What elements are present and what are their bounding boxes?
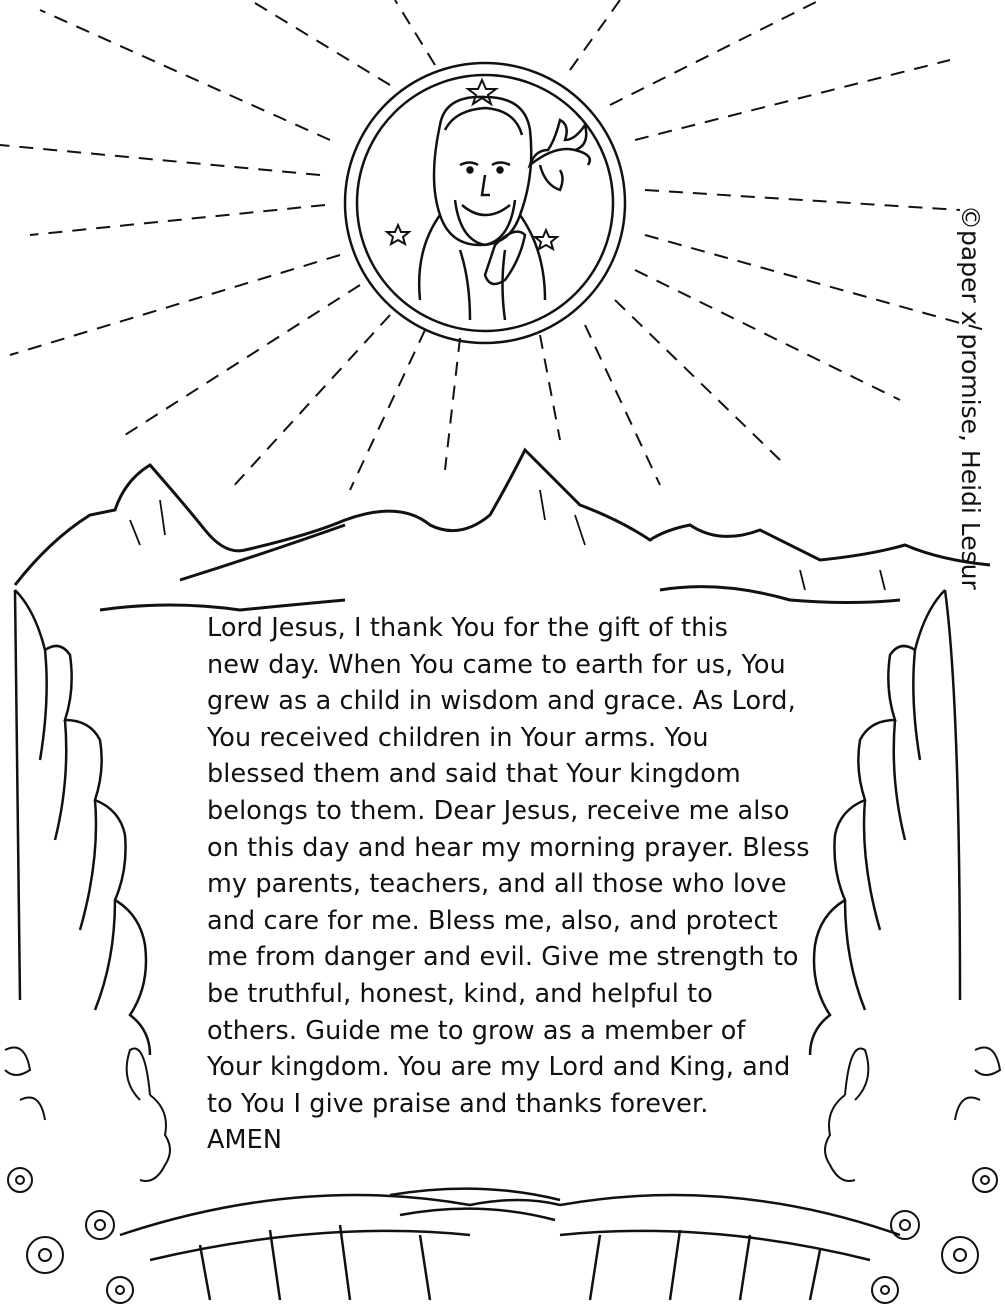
prayer-line: others. Guide me to grow as a member of (207, 1015, 746, 1046)
prayer-line: Lord Jesus, I thank You for the gift of this (207, 613, 728, 643)
angel-wing (810, 590, 960, 1055)
prayer-line: me from danger and evil. Give me strength to (207, 942, 799, 973)
prayer-line: on this day and hear my morning prayer. Bless (207, 832, 810, 863)
jesus-portrait (434, 97, 531, 245)
prayer-line: You received children in Your arms. You (207, 722, 709, 753)
angel-wing (15, 590, 150, 1055)
dove-icon (530, 120, 590, 165)
prayer-line: to You I give praise and thanks forever. (207, 1088, 709, 1119)
prayer-line: new day. When You came to earth for us, You (207, 649, 786, 680)
mountain-range (15, 450, 990, 610)
prayer-amen: AMEN (207, 1125, 283, 1156)
bottom-wing (120, 1189, 900, 1300)
prayer-line: be truthful, honest, kind, and helpful to (207, 978, 713, 1009)
morning-prayer-text (207, 610, 817, 1159)
prayer-line: blessed them and said that Your kingdom (207, 759, 741, 790)
prayer-line: Your kingdom. You are my Lord and King, and (207, 1052, 791, 1083)
prayer-line: and care for me. Bless me, also, and protect (207, 905, 778, 936)
jesus-medallion (345, 63, 625, 343)
prayer-line: belongs to them. Dear Jesus, receive me also (207, 795, 790, 826)
prayer-line: grew as a child in wisdom and grace. As Lord, (207, 686, 796, 717)
prayer-line: my parents, teachers, and all those who love (207, 869, 787, 900)
sun-rays (0, 0, 985, 490)
copyright-credit: ©paper x promise, Heidi Lesur (956, 205, 985, 590)
